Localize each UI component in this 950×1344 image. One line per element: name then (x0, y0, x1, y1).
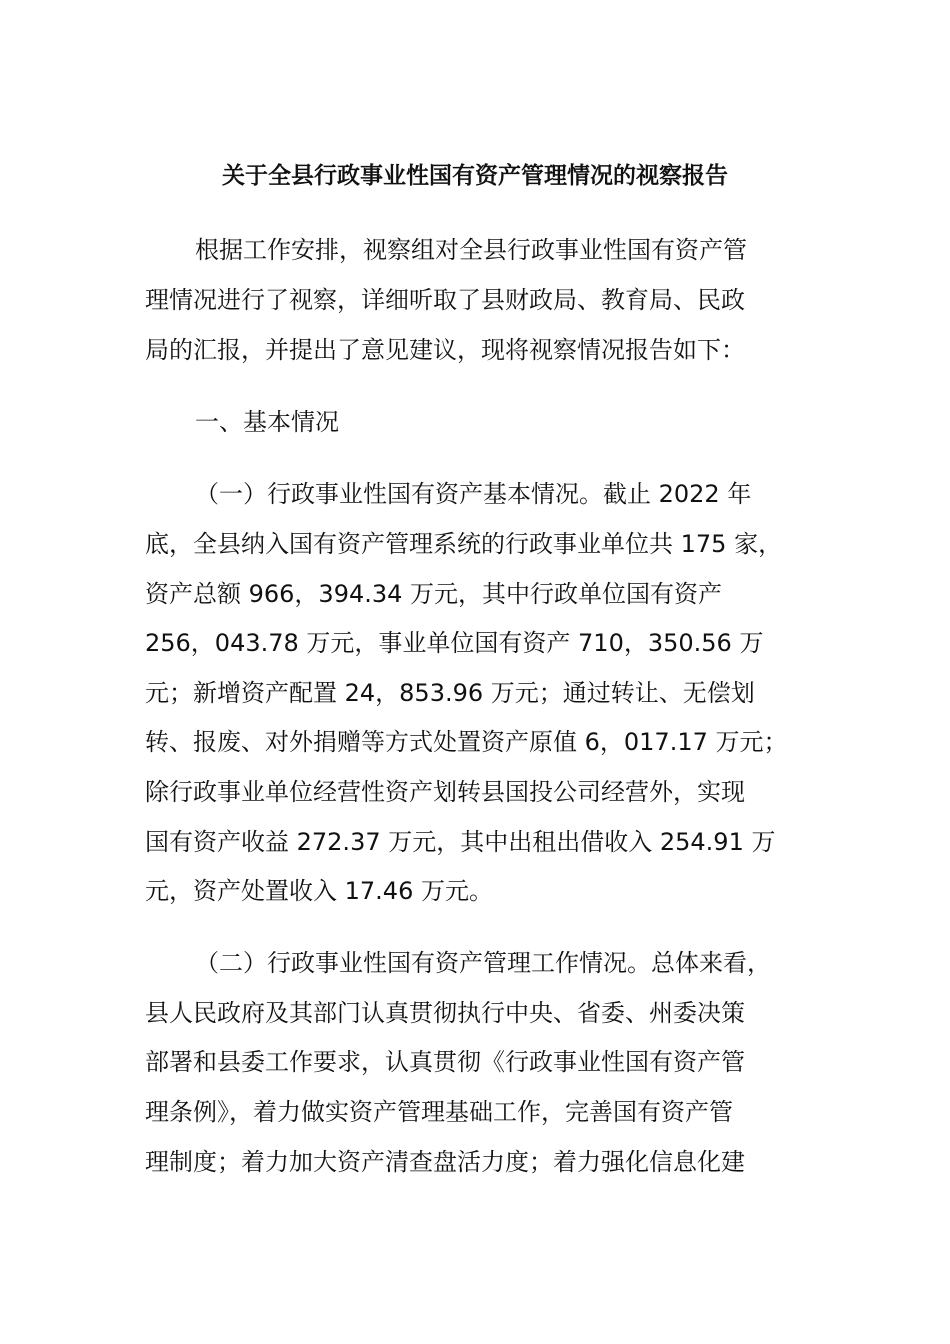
para2-line-1: （二）行政事业性国有资产管理工作情况。总体来看， (195, 949, 771, 977)
intro-line-2: 理情况进行了视察，详细听取了县财政局、教育局、民政 (145, 286, 745, 314)
para1-line-7: 除行政事业单位经营性资产划转县国投公司经营外，实现 (145, 778, 745, 806)
intro-line-1: 根据工作安排，视察组对全县行政事业性国有资产管 (195, 236, 747, 264)
para2-line-4: 理条例》，着力做实资产管理基础工作，完善国有资产管 (145, 1098, 733, 1126)
section-heading: 一、基本情况 (195, 408, 339, 436)
para1-line-5: 元；新增资产配置 24，853.96 万元；通过转让、无偿划 (145, 679, 755, 707)
para2-line-3: 部署和县委工作要求，认真贯彻《行政事业性国有资产管 (145, 1048, 745, 1076)
para1-line-2: 底，全县纳入国有资产管理系统的行政事业单位共 175 家， (145, 530, 783, 558)
document-title: 关于全县行政事业性国有资产管理情况的视察报告 (222, 163, 728, 189)
para1-line-3: 资产总额 966，394.34 万元，其中行政单位国有资产 (145, 580, 723, 608)
intro-line-3: 局的汇报，并提出了意见建议，现将视察情况报告如下： (145, 336, 745, 364)
para1-line-6: 转、报废、对外捐赠等方式处置资产原值 6，017.17 万元； (145, 728, 788, 756)
para2-line-2: 县人民政府及其部门认真贯彻执行中央、省委、州委决策 (145, 999, 745, 1027)
para1-line-4: 256，043.78 万元，事业单位国有资产 710，350.56 万 (145, 629, 764, 657)
para1-line-9: 元，资产处置收入 17.46 万元。 (145, 877, 493, 905)
para1-line-1: （一）行政事业性国有资产基本情况。截止 2022 年 (195, 480, 752, 508)
para2-line-5: 理制度；着力加大资产清查盘活力度；着力强化信息化建 (145, 1148, 745, 1176)
para1-line-8: 国有资产收益 272.37 万元，其中出租出借收入 254.91 万 (145, 828, 776, 856)
